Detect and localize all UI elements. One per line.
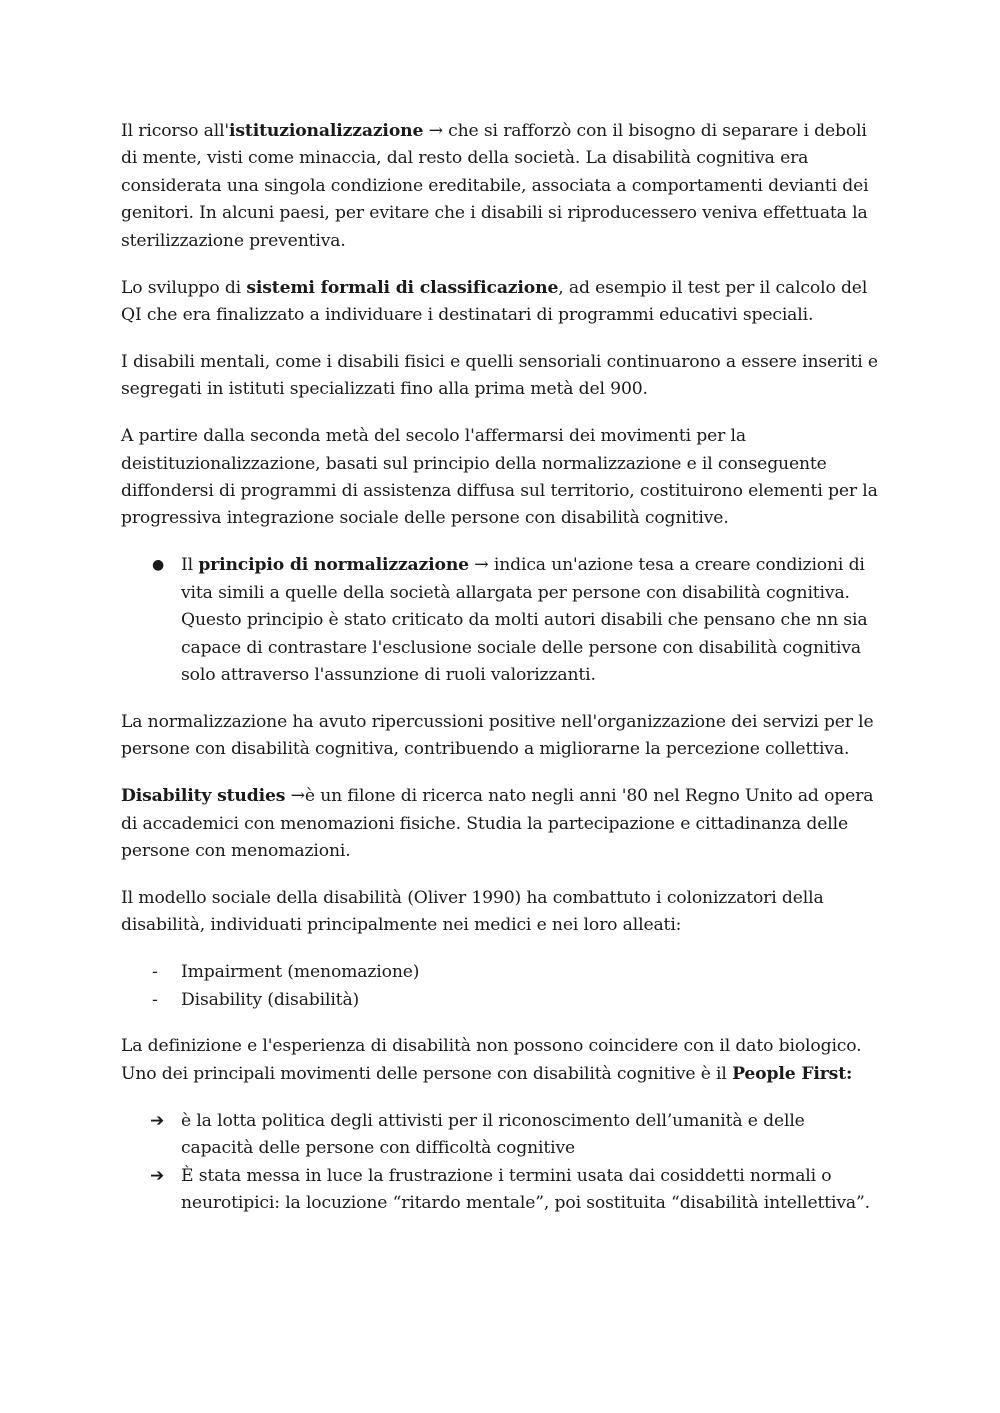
bold-term: istituzionalizzazione xyxy=(229,121,424,141)
dash-icon: - xyxy=(152,989,158,1010)
paragraph-modello-sociale xyxy=(121,885,881,940)
text: I disabili mentali, come i disabili fisici e quelli sensoriali continuarono a essere inseriti e segregati in istituti specializzati fino alla prima metà del 900. xyxy=(121,351,878,400)
arrow-icon: ➔ xyxy=(150,1165,165,1186)
bullet-icon: ● xyxy=(152,557,165,574)
text: La definizione e l'esperienza di disabilità non possono coincidere con il dato biologico. Uno dei principali movimenti delle persone con disabilità cognitive è il xyxy=(121,1036,862,1084)
list-item xyxy=(121,1163,881,1218)
text: → indica un'azione tesa a creare condizioni di vita simili a quelle della società allargata per persone con disabilità cognitiva. Questo principio è stato criticato da molti autori disabili che pensano che nn sia capace di contrastare l'esclusione sociale delle persone con disabilità cognitiva solo attraverso l'assunzione di ruoli valorizzanti. xyxy=(181,555,868,685)
text: Il modello sociale della disabilità (Oliver 1990) ha combattuto i colonizzatori della disabilità, individuati principalmente nei medici e nei loro alleati: xyxy=(121,887,824,936)
text: La normalizzazione ha avuto ripercussioni positive nell'organizzazione dei servizi per le persone con disabilità cognitiva, contribuendo a migliorarne la percezione collettiva. xyxy=(121,711,874,760)
paragraph-disabili-mentali xyxy=(121,349,881,404)
text: È stata messa in luce la frustrazione i termini usata dai cosiddetti normali o neurotipici: la locuzione “ritardo mentale”, poi sostituita “disabilità intellettiva”. xyxy=(181,1165,870,1213)
dash-icon: - xyxy=(152,962,158,983)
bold-term: Disability studies xyxy=(121,786,286,807)
arrow-icon: ➔ xyxy=(150,1110,165,1131)
list-item xyxy=(121,987,881,1014)
paragraph-istituzionalizzazione xyxy=(121,118,881,255)
paragraph-normalizzazione xyxy=(121,709,881,764)
bold-term: sistemi formali di classificazione xyxy=(246,277,559,298)
bullet-list xyxy=(121,552,881,689)
list-item xyxy=(121,959,881,986)
arrow-list xyxy=(121,1108,881,1218)
paragraph-disability-studies xyxy=(121,783,881,865)
text: Il ricorso all' xyxy=(121,121,230,141)
bold-term: principio di normalizzazione xyxy=(198,555,469,576)
paragraph-deistituzionalizzazione xyxy=(121,423,881,533)
text: Impairment (menomazione) xyxy=(181,962,420,983)
text: , ad esempio il test per il calcolo del QI che era finalizzato a individuare i destinatari di programmi educativi speciali. xyxy=(121,277,868,325)
text: Il xyxy=(181,555,199,576)
text: →è un filone di ricerca nato negli anni '80 nel Regno Unito ad opera di accademici con menomazioni fisiche. Studia la partecipazione e cittadinanza delle persone con menomazioni. xyxy=(121,786,874,861)
text: è la lotta politica degli attivisti per il riconoscimento dell’umanità e delle capacità delle persone con difficoltà cognitive xyxy=(181,1110,805,1159)
document-page xyxy=(121,118,881,1237)
paragraph-people-first xyxy=(121,1033,881,1088)
text: A partire dalla seconda metà del secolo l'affermarsi dei movimenti per la deistituzionalizzazione, basati sul principio della normalizzazione e il conseguente diffondersi di programmi di assistenza diffusa sul territorio, costituirono elementi per la progressiva integrazione sociale delle persone con disabilità cognitive. xyxy=(121,426,878,529)
paragraph-classificazione xyxy=(121,275,881,330)
text: Lo sviluppo di xyxy=(121,277,247,298)
list-item xyxy=(121,552,881,689)
text: → che si rafforzò con il bisogno di separare i deboli di mente, visti come minaccia, dal resto della società. La disabilità cognitiva era considerata una singola condizione ereditabile, associata a comportamenti devianti dei genitori. In alcuni paesi, per evitare che i disabili si riproducessero veniva effettuata la sterilizzazione preventiva. xyxy=(121,121,869,251)
bold-term: People First: xyxy=(732,1063,853,1084)
text: Disability (disabilità) xyxy=(181,989,360,1010)
dash-list xyxy=(121,959,881,1014)
list-item xyxy=(121,1108,881,1163)
